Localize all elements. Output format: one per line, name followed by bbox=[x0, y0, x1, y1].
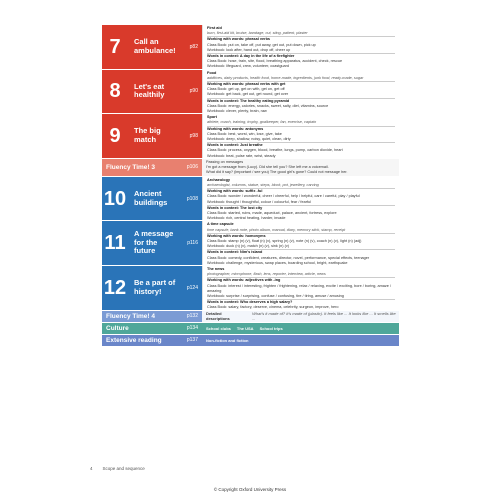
content-heading: Words in context: The healthy eating pyramid bbox=[207, 98, 395, 104]
unit-row bbox=[102, 266, 399, 311]
content-heading: Sport bbox=[207, 115, 217, 120]
content-line: Workbook: lifeguard, crew, volunteer, coastguard bbox=[207, 64, 290, 69]
content-line: photographer, microphone, flash, lens, reporter, interview, article, news bbox=[207, 272, 326, 277]
content-line: archaeologist, columns, statue, steps, block, pot, jewellery, carving bbox=[207, 182, 319, 187]
unit-heading bbox=[102, 266, 202, 310]
content-line: Class Book: hose, train, site, flood, breathing apparatus, accident, check, rescue bbox=[207, 59, 343, 64]
culture-item: The USA bbox=[236, 325, 254, 331]
content-line: Workbook: rich, central heating, harder, invade bbox=[207, 216, 286, 221]
content-line: Class Book: process, oxygen, blood, breathe, lungs, pump, carbon dioxide, heart bbox=[207, 148, 343, 153]
content-heading: A time capsule bbox=[207, 222, 234, 227]
unit-title: Let's eat healthily bbox=[134, 81, 165, 100]
fluency-time-4-row bbox=[102, 311, 399, 323]
unit-number: 12 bbox=[103, 276, 127, 299]
unit-number: 8 bbox=[109, 80, 121, 103]
unit-page: p124 bbox=[186, 284, 198, 291]
copyright-notice: © Copyright Oxford University Press bbox=[213, 487, 287, 492]
content-line: Workbook: get back, get out, get round, get over bbox=[207, 92, 289, 97]
content-line: additives, dairy products, health food, home-made, ingredients, junk food, ready-made, sugar bbox=[207, 75, 364, 80]
page-footer bbox=[90, 466, 145, 471]
extensive-title: Extensive reading bbox=[106, 336, 162, 344]
culture-title: Culture bbox=[106, 324, 129, 332]
content-heading: Words in context: Just breathe bbox=[207, 142, 395, 148]
unit-title: Call an ambulance! bbox=[134, 37, 176, 55]
fluency-time-4-content bbox=[202, 311, 399, 322]
unit-heading bbox=[102, 177, 202, 221]
content-heading: Words in context: A day in the life of a firefighter bbox=[207, 53, 395, 59]
unit-row bbox=[102, 114, 399, 159]
extensive-page: p137 bbox=[186, 337, 198, 344]
extensive-reading-content bbox=[202, 335, 399, 346]
content-line: Class Book: wonder / wonderful, cheer / cheerful, help / helpful, care / careful, play / playful bbox=[207, 194, 360, 199]
unit-heading bbox=[102, 25, 202, 69]
unit-heading bbox=[102, 114, 202, 158]
content-heading: Working with words: suffix -ful bbox=[207, 188, 395, 194]
unit-row bbox=[102, 177, 399, 222]
fluency-page: p132 bbox=[186, 313, 198, 320]
content-line: Workbook: thought / thoughtful, colour / colourful, fear / fearful bbox=[207, 199, 311, 204]
extensive-reading-label bbox=[102, 335, 202, 346]
fluency-time-3-row bbox=[102, 159, 399, 177]
fluency-page: p106 bbox=[186, 164, 198, 171]
content-heading: Working with words: phrasal verbs with get bbox=[207, 81, 395, 87]
content-heading: Food bbox=[207, 70, 217, 75]
unit-heading bbox=[102, 70, 202, 114]
page-number: 4 bbox=[90, 466, 93, 471]
fluency-title: Fluency Time! 3 bbox=[106, 163, 156, 171]
content-heading: Working with words: homonyms bbox=[207, 233, 395, 239]
content-line: time capsule, bank note, photo album, manual, diary, memory stick, stamp, receipt bbox=[207, 227, 346, 232]
unit-heading bbox=[102, 221, 202, 265]
content-line: Class Book: put on, take off, put away, get out, put down, pick up bbox=[207, 42, 316, 47]
content-line: athlete, coach, training, trophy, goalkeeper, fan, exercise, captain bbox=[207, 120, 317, 125]
unit-number: 9 bbox=[109, 124, 121, 147]
scope-table bbox=[102, 25, 399, 347]
unit-page: p116 bbox=[187, 240, 198, 247]
unit-content bbox=[202, 266, 399, 310]
extensive-reading-row bbox=[102, 335, 399, 347]
extensive-item: Non-fiction and fiction bbox=[206, 337, 249, 343]
fluency-heading: Detailed descriptions bbox=[206, 311, 230, 322]
content-line: Workbook: look after, hand out, drop off, cheer up bbox=[207, 47, 291, 52]
content-line: Workbook: surprise / surprising, confuse / confusing, tire / tiring, amuse / amusing bbox=[207, 293, 344, 298]
unit-number: 11 bbox=[104, 232, 126, 255]
unit-content bbox=[202, 114, 399, 158]
fluency-phrase: What did it say? (important / see you) The good girl's gone? Could not message her. bbox=[206, 169, 348, 174]
content-line: Class Book: interest / interesting, frighten / frightening, relax / relaxing, excite / exciting, bore / boring, amaze / amazing bbox=[207, 283, 392, 293]
content-line: Class Book: energy, calories, snacks, sweet, salty, diet, vitamins, source bbox=[207, 103, 329, 108]
fluency-phrase: I'm got a message from (Lucy). Did she tell you? She left me a voicemail. bbox=[206, 164, 329, 169]
content-line: Class Book: salary, factory, deserve, cinema, celebrity, surgeon, improve, hero bbox=[207, 305, 339, 310]
culture-row bbox=[102, 323, 399, 335]
unit-title: Be a part of history! bbox=[134, 278, 176, 296]
content-line: Class Book: best, worst, win, lose, give, take bbox=[207, 131, 282, 136]
culture-content bbox=[202, 323, 399, 334]
unit-row bbox=[102, 25, 399, 70]
content-line: Class Book: comedy, confident, creatures, director, novel, performance, special effects, teenager bbox=[207, 255, 370, 260]
content-line: Workbook: deep, shallow, noisy, quiet, clean, dirty bbox=[207, 137, 291, 141]
unit-content bbox=[202, 177, 399, 221]
content-line: Class Book: stamp (n) (v), float (n) (v), spring (n) (v), note (n) (v), coach (n) (v), light (n) (adj) bbox=[207, 238, 362, 243]
unit-page: p90 bbox=[189, 88, 198, 95]
culture-item: School clubs bbox=[206, 325, 231, 331]
unit-title: Ancient buildings bbox=[134, 188, 168, 207]
fluency-time-3-content bbox=[202, 159, 399, 176]
content-heading: Archaeology bbox=[207, 177, 230, 182]
unit-content bbox=[202, 221, 399, 265]
unit-row bbox=[102, 70, 399, 115]
content-line: Workbook: challenge, mysterious, swap places, boarding school, bright, earthquake bbox=[207, 260, 348, 265]
unit-page: p108 bbox=[186, 195, 198, 202]
unit-page: p82 bbox=[189, 43, 198, 50]
fluency-phrases: What's it made of? It's made of (plastic). It feels like ... It looks like ... It smells like ... bbox=[252, 311, 396, 322]
content-heading: Words in context: The lost city bbox=[207, 205, 395, 211]
content-line: Class Book: get up, get on with, get on, get off bbox=[207, 87, 285, 92]
culture-item: School trips bbox=[259, 325, 283, 331]
unit-content bbox=[202, 70, 399, 114]
unit-row bbox=[102, 221, 399, 266]
content-line: Workbook: duck (n) (v), match (n) (v), sink (n) (v) bbox=[207, 244, 289, 249]
fluency-heading: Passing on messages bbox=[206, 159, 244, 164]
content-heading: Words in context: Who deserves a high salary? bbox=[207, 299, 395, 305]
unit-title: The big match bbox=[134, 126, 161, 144]
fluency-title: Fluency Time! 4 bbox=[106, 312, 156, 320]
fluency-time-3-label bbox=[102, 159, 202, 176]
unit-title: A message for the future bbox=[134, 229, 174, 256]
fluency-time-4-label bbox=[102, 311, 202, 322]
unit-number: 7 bbox=[109, 35, 121, 58]
content-line: burn, first-aid kit, bruise, bandage, cut, sting, patient, plaster bbox=[207, 31, 308, 36]
culture-label bbox=[102, 323, 202, 334]
content-heading: The news bbox=[207, 266, 225, 271]
section-name: Scope and sequence bbox=[102, 466, 145, 471]
unit-number: 10 bbox=[103, 187, 127, 210]
content-heading: Working with words: phrasal verbs bbox=[207, 36, 395, 42]
content-line: Workbook: beat, pulse rate, wrist, steady bbox=[207, 153, 276, 158]
content-line: Class Book: started, ruins, made, aqueduct, palace, ancient, fortress, explore bbox=[207, 211, 337, 215]
unit-content bbox=[202, 25, 399, 69]
content-heading: Working with words: adjectives with -ing bbox=[207, 277, 395, 283]
content-heading: First aid bbox=[207, 26, 222, 30]
content-heading: Words in context: Nim's island bbox=[207, 249, 395, 255]
content-line: Workbook: clever, plenty, brain, raw bbox=[207, 109, 267, 114]
content-heading: Working with words: antonyms bbox=[207, 126, 395, 132]
unit-page: p98 bbox=[189, 132, 198, 139]
culture-page: p134 bbox=[186, 325, 198, 332]
